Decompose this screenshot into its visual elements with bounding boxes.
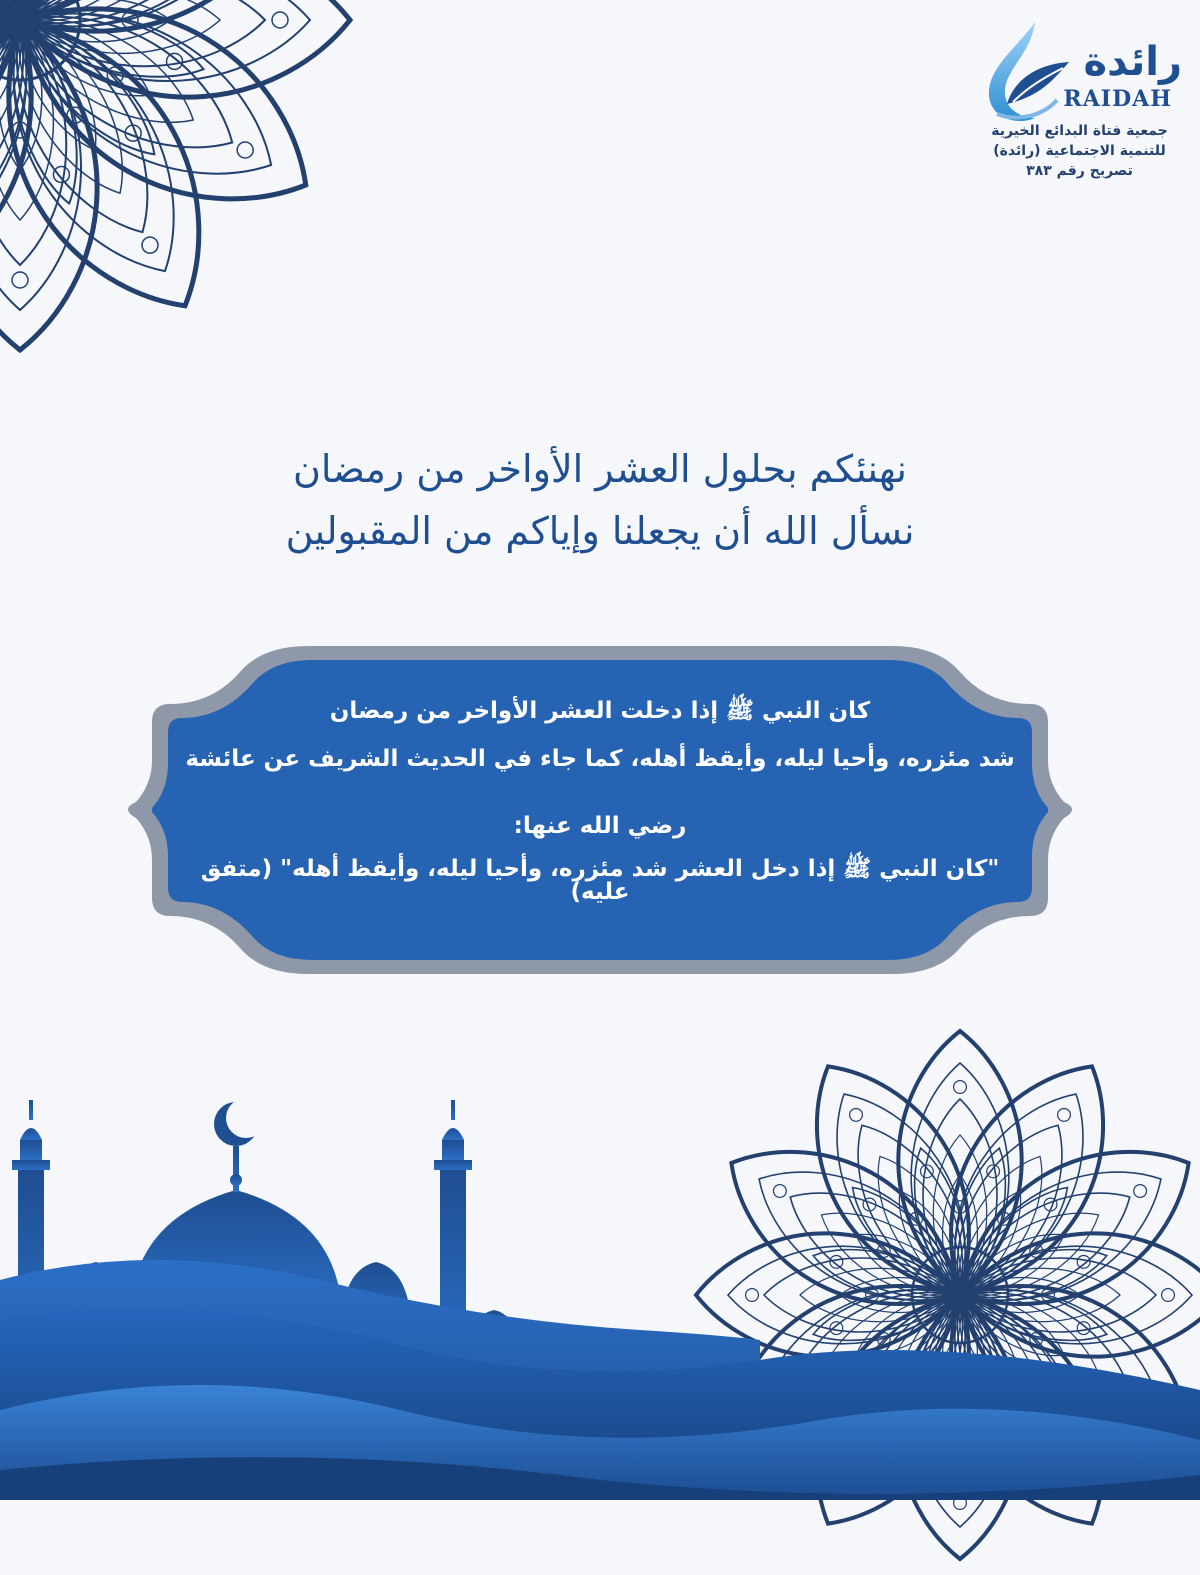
ornament-mandala-top-left	[0, 0, 370, 370]
headline-prayer: نسأل الله أن يجعلنا وإياكم من المقبولين	[285, 509, 915, 553]
logo-license: تصريح رقم ٣٨٣	[1026, 163, 1133, 179]
water-drop-leaf-icon	[977, 18, 1072, 128]
quote-frame	[118, 642, 1082, 977]
quote-line-4: "كان النبي ﷺ إذا دخل العشر شد مئزره، وأحيا ليله، وأيقظ أهله" (متفق عليه)	[200, 856, 1000, 905]
mosque-scene	[0, 1090, 1200, 1500]
quote-line-3: رضي الله عنها:	[513, 813, 687, 839]
logo-org-line-2: للتنمية الاجتماعية (رائدة)	[993, 143, 1166, 159]
logo-org-line-1: جمعية فتاة البدائع الخيرية	[991, 123, 1168, 139]
mandala-petals	[0, 0, 350, 350]
logo-name-arabic: رائدة	[1083, 39, 1182, 85]
crescent-icon	[214, 1098, 266, 1146]
logo-name-english: RAIDAH	[1063, 86, 1172, 112]
raidah-logo	[977, 8, 1182, 186]
quote-line-1: كان النبي ﷺ إذا دخلت العشر الأواخر من رمضان	[329, 698, 871, 724]
quote-line-2: شد مئزره، وأحيا ليله، وأيقظ أهله، كما جاء في الحديث الشريف عن عائشة	[185, 746, 1015, 772]
headline-greeting: نهنئكم بحلول العشر الأواخر من رمضان	[293, 447, 907, 491]
